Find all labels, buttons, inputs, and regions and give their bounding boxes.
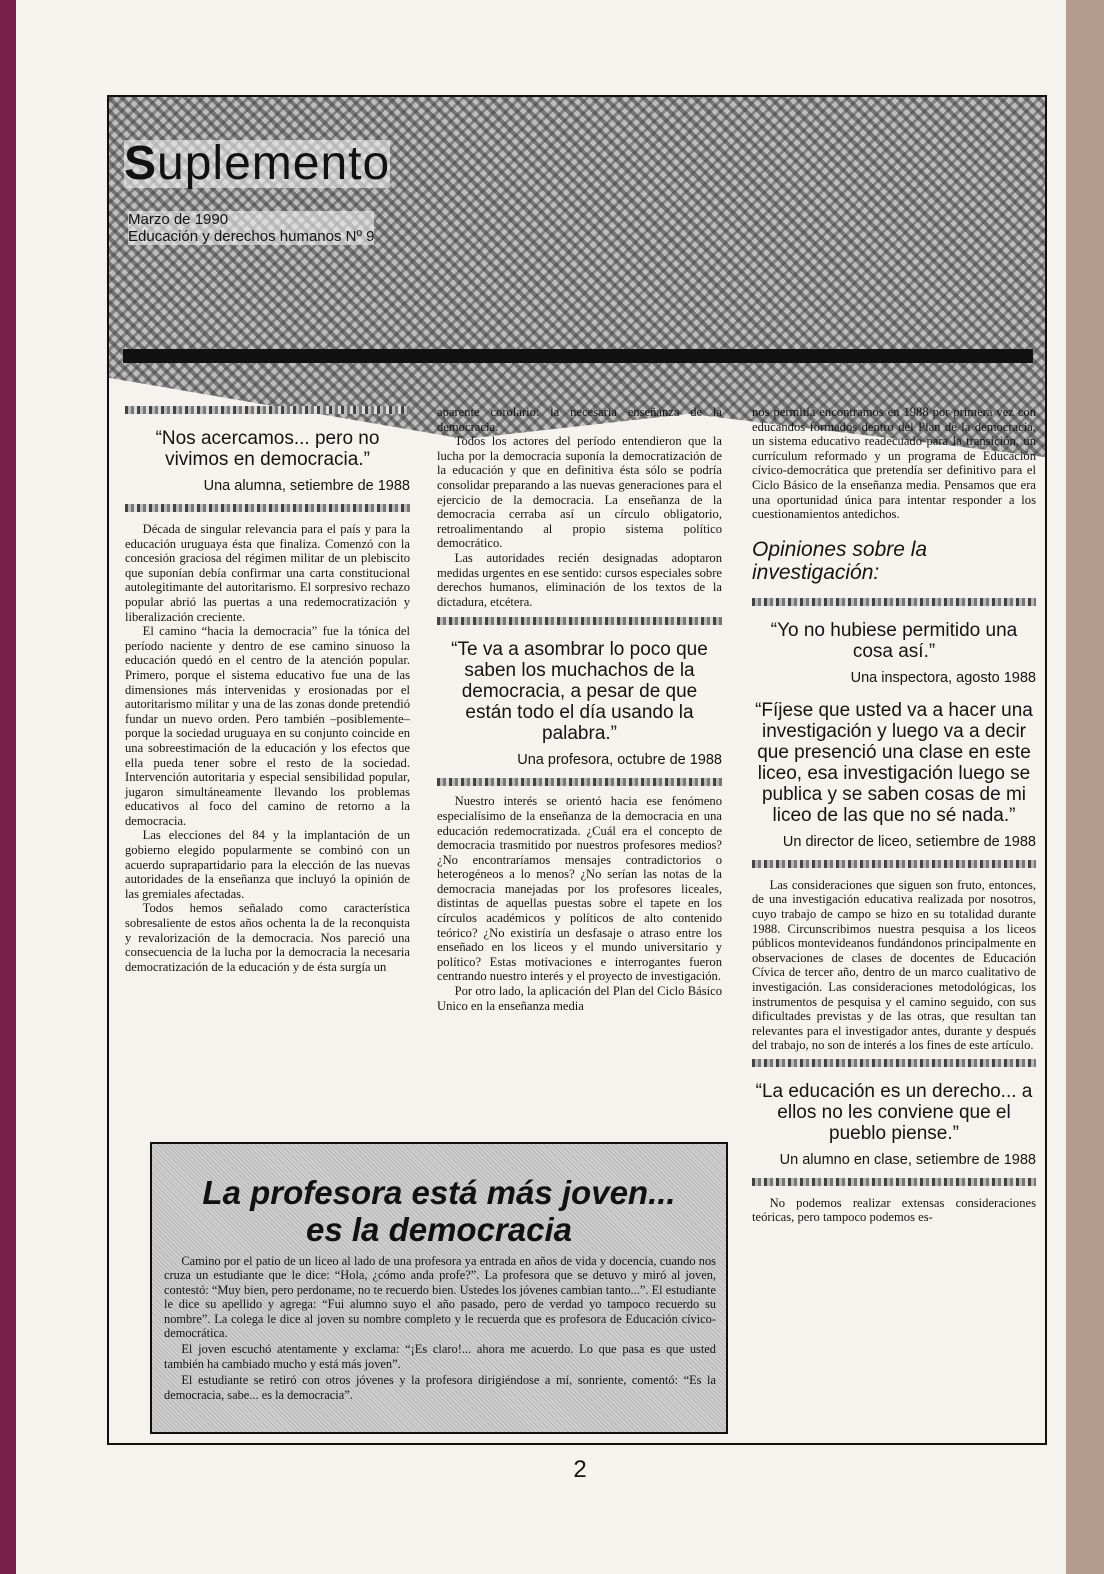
dotted-rule: [752, 598, 1036, 606]
body-paragraph: Las elecciones del 84 y la implantación de un gobierno elegido popularmente se combinó con un acuerdo suprapartidario para la elección de las nuevas autoridades de la enseñanza que incluyó la opinión de las gremiales afectadas.: [125, 828, 410, 901]
boxed-story-paragraph: El joven escuchó atentamente y exclama: “¡Es claro!... ahora me acuerdo. Lo que pasa es que usted también ha cambiado mucho y está más joven”.: [164, 1342, 716, 1371]
header-rule: [123, 349, 1033, 363]
body-paragraph: El camino “hacia la democracia” fue la tónica del período naciente y dentro de ese camino sinuoso la educación quedó en el centro de la atención popular. Primero, porque el sistema educativo fue una de las dimensiones más intervenidas y erosionadas por el autoritarismo militar y una de las zonas donde pretendió fundar un nuevo orden. Pero también –posiblemente– porque la sociedad uruguaya en su conjunto coincide en una sobreestimación de la educación y los efectos que ella pueda tener sobre el resto de la sociedad. Intervención autoritaria y especial sensibilidad popular, jugaron simultáneamente llevando los problemas educativos al foco del camino de retorno a la democracia.: [125, 624, 410, 828]
column-3: [752, 405, 1036, 1225]
quote-attribution: Una profesora, octubre de 1988: [517, 752, 722, 769]
dotted-rule: [125, 406, 410, 414]
masthead-issue: Educación y derechos humanos Nº 9: [128, 228, 375, 245]
body-paragraph: aparente corolario: la necesaria enseñanza de la democracia.: [437, 405, 722, 434]
body-paragraph: Década de singular relevancia para el país y para la educación uruguaya ésta que finaliza. Comenzó con la concesión graciosa del régimen militar de un plebiscito que suponían debía confirmar una carta constitucional autolegitimante del autoritarismo. El sorpresivo rechazo popular abrió las puertas a una redemocratización y liberalización creciente.: [125, 522, 410, 624]
dotted-rule: [437, 778, 722, 786]
dotted-rule: [125, 504, 410, 512]
boxed-story: [150, 1142, 728, 1434]
boxed-story-title-line-1: La profesora está más joven...: [202, 1174, 676, 1211]
body-paragraph: Todos los actores del período entendieron que la lucha por la democracia suponía la democratización de la educación y que en definitiva ésta sólo se podría consolidar preparando a las nuevas generaciones para el ejercicio de la democracia. La enseñanza de la democracia cerraba así un círculo obligatorio, retroalimentando al propio sistema político democrático.: [437, 434, 722, 551]
pull-quote: “La educación es un derecho... a ellos no les conviene que el pueblo piense.”: [755, 1080, 1033, 1144]
body-paragraph: Las consideraciones que siguen son fruto, entonces, de una investigación educativa realizada por nosotros, cuyo trabajo de campo se hizo en su totalidad durante 1988. Circunscribimos nuestra pesquisa a los liceos públicos montevideanos fundándonos principalmente en observaciones de clases de docentes de Educación Cívica de tercer año, dentro de un marco cualitativo de investigación. Las consideraciones metodológicas, los instrumentos de pesquisa y el camino seguido, con sus dificultades previstas y de las otras, que resultan tan relevantes para el investigador antes, durante y después del trabajo, no son de interés a los fines de este artículo.: [752, 877, 1036, 1053]
quote-attribution: Una inspectora, agosto 1988: [850, 669, 1036, 686]
masthead-subtitle: [128, 211, 374, 245]
masthead-title-initial: S: [124, 137, 158, 190]
page-edge-left: [0, 0, 16, 1574]
dotted-rule: [752, 860, 1036, 868]
masthead-title: [124, 137, 391, 190]
body-paragraph: Por otro lado, la aplicación del Plan del Ciclo Básico Unico en la enseñanza media: [437, 984, 722, 1013]
column-2: [437, 405, 722, 1013]
body-paragraph: Las autoridades recién designadas adoptaron medidas urgentes en ese sentido: cursos especiales sobre derechos humanos, eliminación de los textos de la dictadura, etcétera.: [437, 550, 722, 609]
quote-attribution: Un alumno en clase, setiembre de 1988: [779, 1151, 1036, 1168]
body-paragraph: Nuestro interés se orientó hacia ese fenómeno especialísimo de la enseñanza de la democracia en una educación redemocratizada. ¿Cuál era el concepto de democracia trasmitido por nuestros profesores medios? ¿No encontraríamos mensajes contradictorios o heterogéneos a lo menos? ¿No serían las notas de la democracia manejadas por los profesores liceales, distintas de aquellas puestas sobre el tapete en los círculos académicos y políticos de alto contenido teórico? ¿No existiría un desfasaje o atraso entre los enseñado en los liceos y el mundo universitario y político? Estas motivaciones e interrogantes fueron centrando nuestro interés y el proyecto de investigación.: [437, 794, 722, 984]
pull-quote: “Fíjese que usted va a hacer una investigación y luego va a decir que presenció una clase en este liceo, esa investigación luego se publica y se saben cosas de mi liceo de las que no sé nada.”: [755, 699, 1033, 826]
column-1: [125, 400, 410, 974]
page-edge-right: [1066, 0, 1104, 1574]
dotted-rule: [437, 617, 722, 625]
dotted-rule: [752, 1178, 1036, 1186]
section-subheading: Opiniones sobre la investigación:: [752, 537, 928, 584]
masthead-title-rest: uplemento: [157, 137, 391, 190]
quote-attribution: Una alumna, setiembre de 1988: [203, 478, 410, 494]
boxed-story-paragraph: Camino por el patio de un liceo al lado de una profesora ya entrada en años de vida y docencia, cuando nos cruza un estudiante que le dice: “Hola, ¿cómo anda profe?”. La profesora que se detuvo y miró al joven, contestó: “Muy bien, pero perdoname, no te recuerdo bien. Ustedes los jóvenes cambian tanto...”. El estudiante le dice su apellido y agrega: “Fui alumno suyo el año pasado, pero de verdad yo tampoco recuerdo su nombre”. La colega le dice al joven su nombre completo y le recuerda que es profesora de Educación cívico-democrática.: [164, 1254, 716, 1341]
boxed-story-body: [164, 1254, 716, 1404]
boxed-story-title-line-2: es la democracia: [306, 1211, 572, 1248]
dotted-rule: [752, 1059, 1036, 1067]
pull-quote: “Nos acercamos... pero no vivimos en democracia.”: [155, 428, 380, 470]
body-paragraph: Todos hemos señalado como característica sobresaliente de estos años ochenta la de la reconquista y revalorización de la democracia. Nos pareció una consecuencia de la lucha por la democracia la necesaria democratización de la educación y de ésta surgía un: [125, 901, 410, 974]
boxed-story-paragraph: El estudiante se retiró con otros jóvenes y la profesora dirigiéndose a mí, sonriente, comentó: “Es la democracia, sabe... es la democracia”.: [164, 1373, 716, 1402]
masthead-date: Marzo de 1990: [128, 211, 229, 228]
pull-quote: “Te va a asombrar lo poco que saben los muchachos de la democracia, a pesar de que están todo el día usando la palabra.”: [451, 639, 708, 745]
body-paragraph: No podemos realizar extensas consideraciones teóricas, pero tampoco podemos es-: [752, 1195, 1036, 1225]
boxed-story-title: [152, 1174, 726, 1248]
body-paragraph: nos permitía encontramos en 1988 por primera vez con educandos formados dentro del Plan de la democracia, un sistema educativo readecuado para la transición, un currículum reformado y un programa de Educación cívico-democrática que pretendía ser definitivo para el Ciclo Básico de la enseñanza media. Pensamos que era una oportunidad única para intentar responder a los cuestionamientos antedichos.: [752, 405, 1036, 522]
page-number: 2: [573, 1456, 587, 1483]
quote-attribution: Un director de liceo, setiembre de 1988: [782, 833, 1036, 850]
pull-quote: “Yo no hubiese permitido una cosa así.”: [770, 619, 1018, 662]
